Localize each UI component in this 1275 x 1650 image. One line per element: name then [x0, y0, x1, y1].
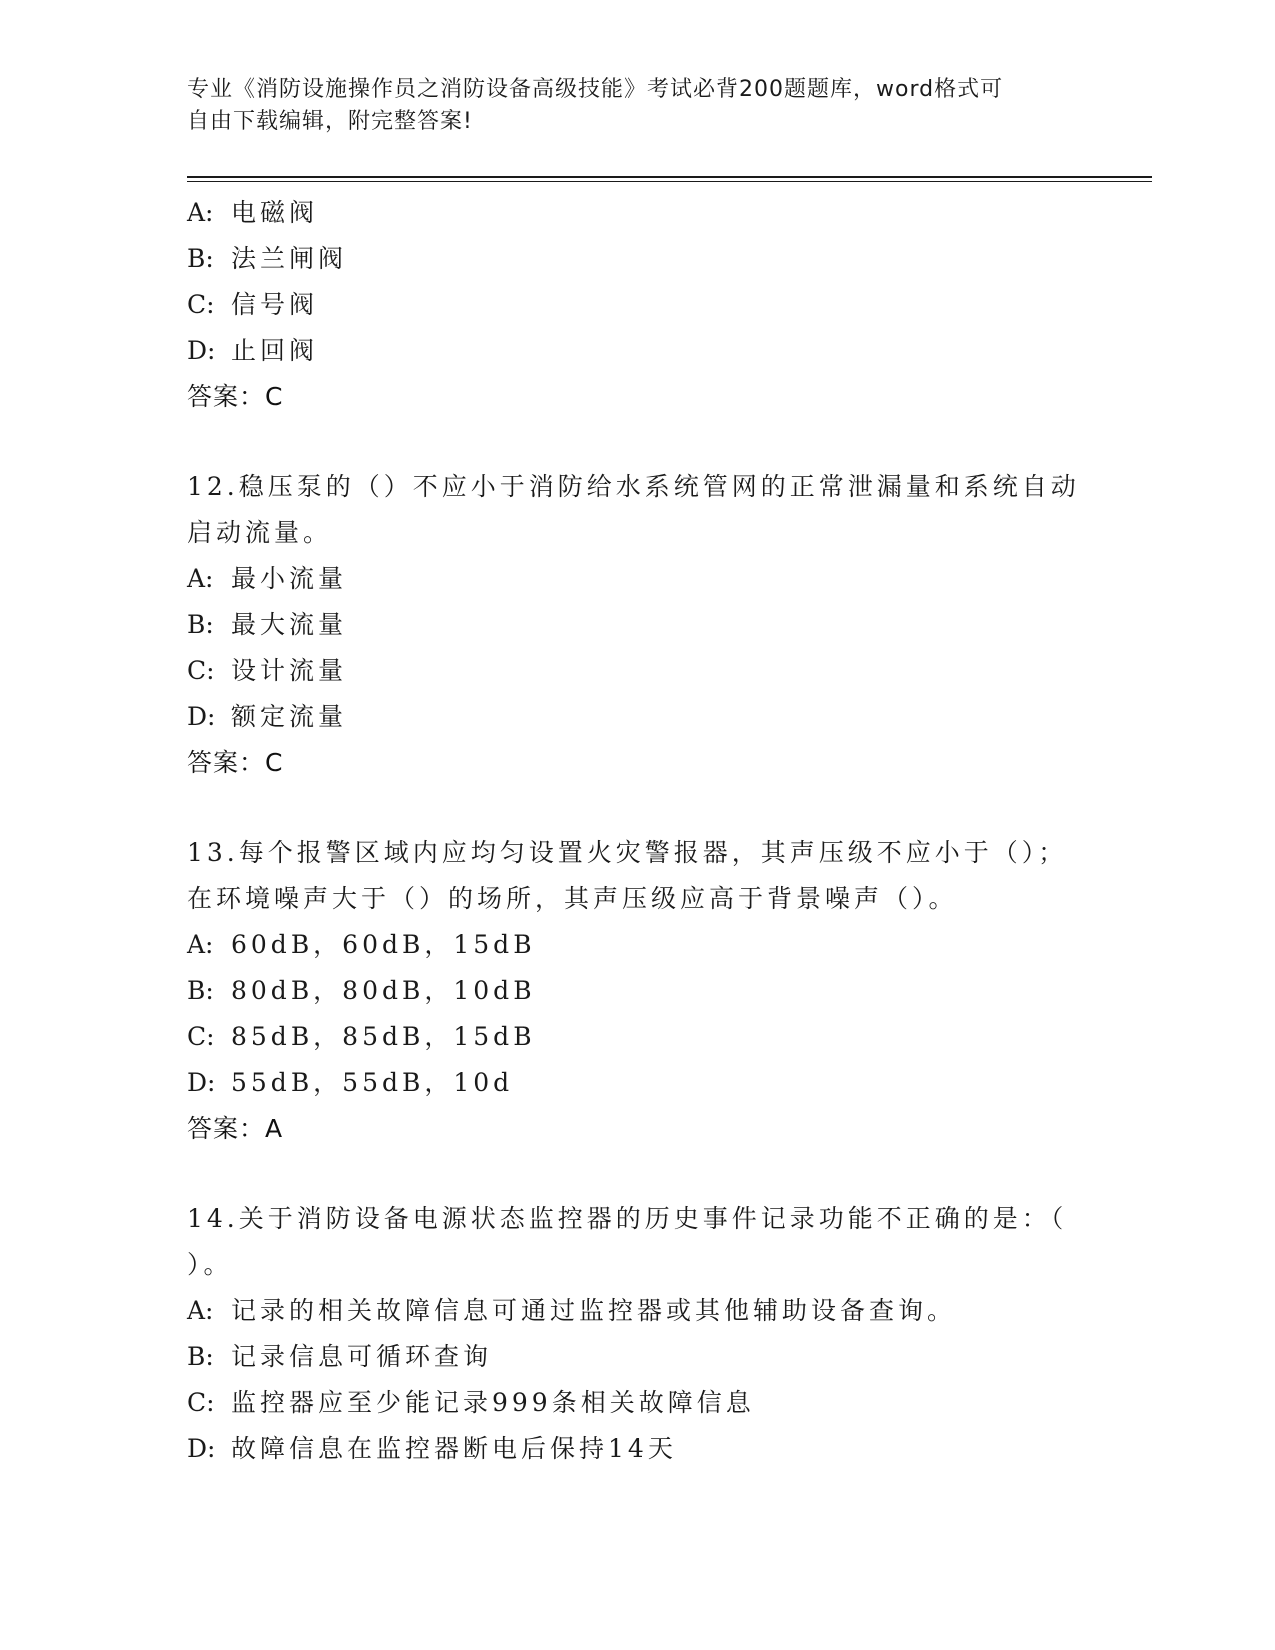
answer: 答案：C	[187, 748, 284, 777]
option-c	[187, 282, 1087, 328]
option-letter: B:	[187, 1342, 214, 1371]
option-text: 55dB，55dB，10d	[231, 1068, 514, 1097]
option-b	[187, 968, 1087, 1014]
option-letter: A:	[187, 930, 214, 959]
option-text: 记录的相关故障信息可通过监控器或其他辅助设备查询。	[231, 1296, 957, 1325]
option-text: 法兰闸阀	[231, 244, 348, 273]
option-d	[187, 1060, 1087, 1106]
option-text: 60dB，60dB，15dB	[231, 930, 536, 959]
option-b	[187, 236, 1087, 282]
option-letter: C:	[187, 290, 215, 319]
question-stem-continued: 启动流量。	[187, 518, 333, 547]
option-letter: D:	[187, 336, 216, 365]
option-text: 设计流量	[231, 656, 348, 685]
question-stem: 12.稳压泵的（）不应小于消防给水系统管网的正常泄漏量和系统自动	[187, 472, 1080, 501]
option-text: 监控器应至少能记录999条相关故障信息	[231, 1388, 755, 1417]
header-line-2: 自由下载编辑，附完整答案!	[187, 109, 473, 134]
option-letter: D:	[187, 1068, 216, 1097]
header-line-1: 专业《消防设施操作员之消防设备高级技能》考试必背200题题库，word格式可	[187, 77, 1004, 102]
option-text: 85dB，85dB，15dB	[231, 1022, 536, 1051]
option-b	[187, 1334, 1087, 1380]
answer: 答案：A	[187, 1114, 284, 1143]
option-letter: C:	[187, 1022, 215, 1051]
option-c	[187, 1380, 1087, 1426]
option-d	[187, 694, 1087, 740]
question-12	[187, 464, 1087, 786]
option-letter: C:	[187, 1388, 215, 1417]
option-c	[187, 648, 1087, 694]
option-text: 最大流量	[231, 610, 348, 639]
option-a	[187, 190, 1087, 236]
spacer	[187, 786, 1087, 830]
option-letter: A:	[187, 1296, 214, 1325]
question-13	[187, 830, 1087, 1152]
question-list	[187, 190, 1087, 1472]
option-text: 止回阀	[231, 336, 319, 365]
option-letter: B:	[187, 610, 214, 639]
option-letter: C:	[187, 656, 215, 685]
option-d	[187, 1426, 1087, 1472]
option-letter: A:	[187, 198, 214, 227]
option-a	[187, 922, 1087, 968]
spacer	[187, 1152, 1087, 1196]
option-b	[187, 602, 1087, 648]
question-14	[187, 1196, 1087, 1472]
option-text: 80dB，80dB，10dB	[231, 976, 536, 1005]
option-a	[187, 556, 1087, 602]
option-letter: A:	[187, 564, 214, 593]
option-letter: D:	[187, 1434, 216, 1463]
option-a	[187, 1288, 1087, 1334]
option-text: 记录信息可循环查询	[231, 1342, 493, 1371]
spacer	[187, 420, 1087, 464]
question-stem-continued: 在环境噪声大于（）的场所，其声压级应高于背景噪声（）。	[187, 884, 958, 913]
option-letter: B:	[187, 244, 214, 273]
header-divider	[187, 176, 1152, 182]
option-text: 最小流量	[231, 564, 348, 593]
option-d	[187, 328, 1087, 374]
question-11	[187, 190, 1087, 420]
question-stem: 13.每个报警区域内应均匀设置火灾警报器，其声压级不应小于（）；	[187, 838, 1068, 867]
option-text: 故障信息在监控器断电后保持14天	[231, 1434, 677, 1463]
option-c	[187, 1014, 1087, 1060]
option-text: 电磁阀	[231, 198, 319, 227]
answer: 答案：C	[187, 382, 284, 411]
option-letter: B:	[187, 976, 214, 1005]
question-stem: 14.关于消防设备电源状态监控器的历史事件记录功能不正确的是：（	[187, 1204, 1068, 1233]
option-text: 信号阀	[231, 290, 319, 319]
option-text: 额定流量	[231, 702, 348, 731]
option-letter: D:	[187, 702, 216, 731]
question-stem-continued: ）。	[187, 1250, 233, 1279]
document-header	[187, 74, 1087, 138]
